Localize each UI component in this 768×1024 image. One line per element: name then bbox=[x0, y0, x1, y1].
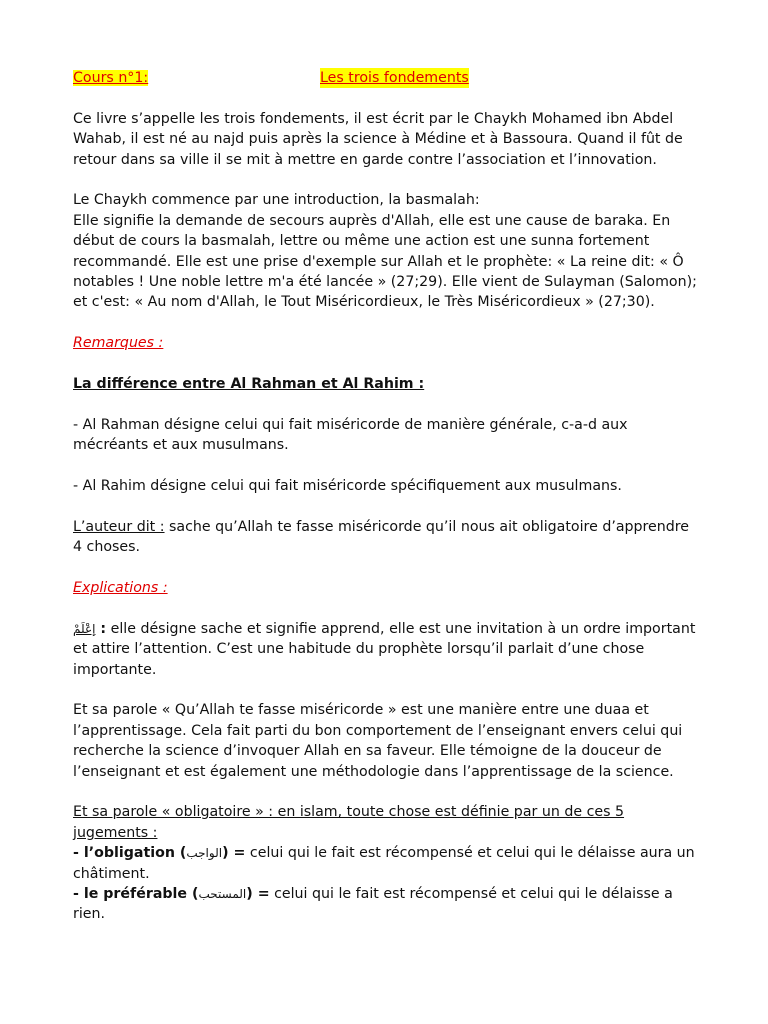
jugement-text: celui qui le fait est récompensé et celui qui le délaisse a rien. bbox=[73, 886, 673, 923]
arabic-ilam: إعْلَمْ bbox=[73, 621, 96, 636]
jugement-label: - l’obligation ( bbox=[73, 845, 187, 862]
course-title: Les trois fondements bbox=[320, 68, 469, 88]
jugement-item bbox=[73, 843, 698, 884]
document-page bbox=[73, 68, 698, 925]
course-number: Cours n°1: bbox=[73, 70, 149, 86]
basmalah-paragraph: Elle signifie la demande de secours auprès d'Allah, elle est une cause de baraka. En début de cours la basmalah, lettre ou même une action est une sunna fortement recommandé. Elle est une prise d'exemple sur Allah et le prophète: « La reine dit: « Ô notables ! Une noble lettre m'a été lancée » (27;29). Elle vient de Sulayman (Salomon); et c'est: « Au nom d'Allah, le Tout Miséricordieux, le Très Miséricordieux » (27;30). bbox=[73, 212, 697, 311]
arabic-term: الواجب bbox=[186, 846, 223, 861]
jugements-intro: Et sa parole « obligatoire » : en islam, toute chose est définie par un de ces 5 jugements : bbox=[73, 804, 625, 841]
ilam-colon: : bbox=[95, 620, 107, 637]
title-row bbox=[73, 68, 698, 88]
jugement-close: ) = bbox=[246, 886, 270, 903]
remarques-heading: Remarques : bbox=[73, 335, 164, 352]
auteur-paragraph bbox=[73, 517, 698, 558]
rahim-paragraph: - Al Rahim désigne celui qui fait miséricorde spécifiquement aux musulmans. bbox=[73, 478, 622, 495]
auteur-text: sache qu’Allah te fasse miséricorde qu’il nous ait obligatoire d’apprendre 4 choses. bbox=[73, 518, 690, 556]
jugement-item bbox=[73, 884, 698, 925]
jugement-label: - le préférable ( bbox=[73, 886, 199, 903]
jugement-close: ) = bbox=[222, 845, 246, 862]
explications-heading: Explications : bbox=[73, 580, 168, 597]
arabic-term: المستحب bbox=[198, 887, 247, 902]
rahman-paragraph: - Al Rahman désigne celui qui fait miséricorde de manière générale, c-a-d aux mécréants et aux musulmans. bbox=[73, 416, 628, 454]
parole-paragraph: Et sa parole « Qu’Allah te fasse miséricorde » est une manière entre une duaa et l’apprentissage. Cela fait parti du bon comportement de l’enseignant envers celui qui recherche la science d’invoquer Allah en sa faveur. Elle témoigne de la douceur de l’enseignant et est également une méthodologie dans l’apprentissage de la science. bbox=[73, 702, 683, 780]
difference-heading: La différence entre Al Rahman et Al Rahim : bbox=[73, 376, 425, 393]
ilam-paragraph bbox=[73, 619, 698, 680]
intro-paragraph: Ce livre s’appelle les trois fondements, il est écrit par le Chaykh Mohamed ibn Abdel Wahab, il est né au najd puis après la science à Médine et à Bassoura. Quand il fût de retour dans sa ville il se mit à mettre en garde contre l’association et l’innovation. bbox=[73, 110, 683, 168]
auteur-label: L’auteur dit : bbox=[73, 518, 165, 535]
basmalah-intro: Le Chaykh commence par une introduction, la basmalah: bbox=[73, 192, 480, 209]
jugement-text: celui qui le fait est récompensé et celui qui le délaisse aura un châtiment. bbox=[73, 845, 695, 882]
ilam-text: elle désigne sache et signifie apprend, elle est une invitation à un ordre important et attire l’attention. C’est une habitude du prophète lorsqu’il parlait d’une chose importante. bbox=[73, 620, 696, 678]
